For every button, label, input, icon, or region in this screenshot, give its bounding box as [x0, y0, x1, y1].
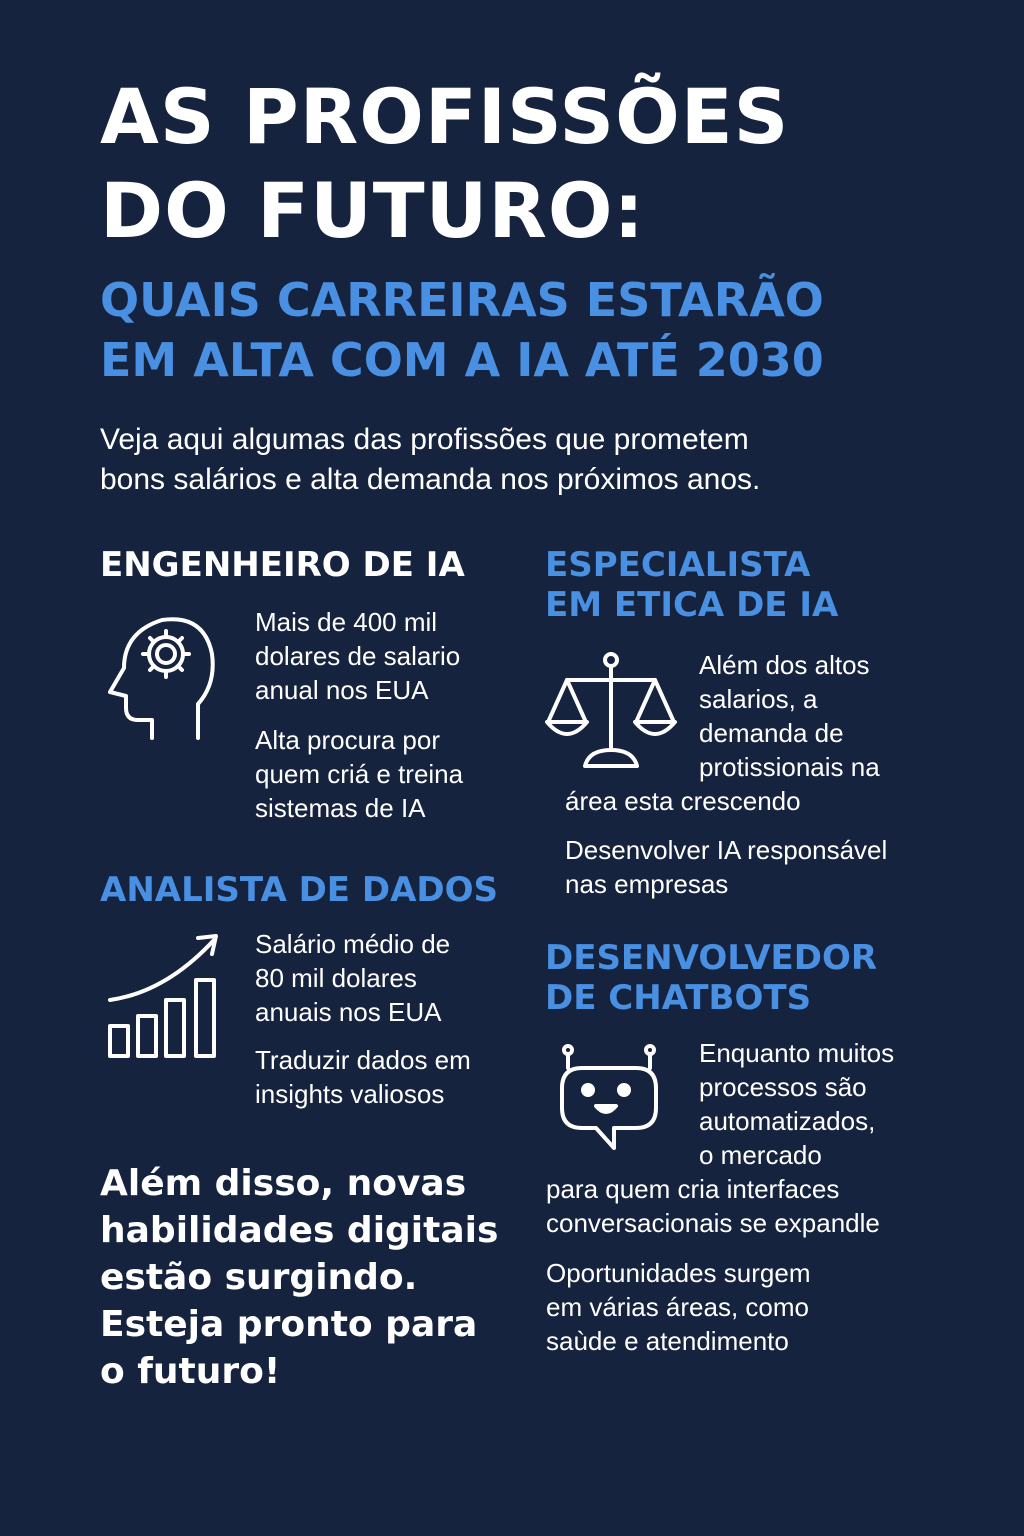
etica-demand [565, 648, 880, 818]
analista-salary-line: anuais nos EUA [255, 997, 442, 1027]
chatbots-opportunities-line: saùde e atendimento [546, 1326, 789, 1356]
chatbots-opportunities-line: em várias áreas, como [546, 1292, 809, 1322]
title-line-2: DO FUTURO: [100, 166, 645, 255]
scales-icon [545, 650, 685, 775]
etica-demand-line: demanda de [699, 718, 844, 748]
etica-role-line: Desenvolver IA responsável [565, 835, 888, 865]
engenheiro-salary-line: Mais de 400 mil [255, 607, 438, 637]
engenheiro-demand [255, 723, 463, 825]
etica-demand-line: área esta crescendo [565, 786, 801, 816]
engenheiro-salary [255, 605, 460, 707]
etica-heading [545, 545, 838, 625]
title-line-1: AS PROFISSÕES [100, 72, 790, 161]
engenheiro-heading-text: ENGENHEIRO DE IA [100, 545, 465, 585]
closing-line: estão surgindo. [100, 1257, 418, 1298]
analista-heading [100, 870, 498, 910]
analista-role-line: insights valiosos [255, 1079, 445, 1109]
page-subtitle [100, 270, 980, 390]
chatbots-heading [545, 938, 877, 1018]
etica-heading-line: ESPECIALISTA [545, 545, 811, 585]
etica-heading-line: EM ETICA DE IA [545, 585, 839, 625]
robot-chat-icon [552, 1044, 672, 1154]
etica-demand-line: Além dos altos [699, 650, 870, 680]
etica-role [565, 833, 887, 901]
chatbots-heading-line: DESENVOLVEDOR [545, 938, 878, 978]
analista-role-line: Traduzir dados em [255, 1045, 471, 1075]
engenheiro-demand-line: sistemas de IA [255, 793, 426, 823]
analista-salary-line: 80 mil dolares [255, 963, 417, 993]
subtitle-line-1: QUAIS CARREIRAS ESTARÃO [100, 273, 824, 327]
chatbots-opportunities-line: Oportunidades surgem [546, 1258, 811, 1288]
etica-role-line: nas empresas [565, 869, 729, 899]
head-gear-icon [100, 608, 220, 748]
chatbots-market-line: para quem cria interfaces [546, 1174, 840, 1204]
chatbots-market-line: conversacionais se expandle [546, 1208, 880, 1238]
engenheiro-demand-line: quem criá e treina [255, 759, 464, 789]
etica-demand-line: protissionais na [699, 752, 880, 782]
engenheiro-salary-line: anual nos EUA [255, 675, 429, 705]
growth-chart-icon [104, 932, 224, 1062]
chatbots-market [546, 1036, 895, 1240]
chatbots-market-line: processos são [699, 1072, 867, 1102]
etica-demand-line: salarios, a [699, 684, 818, 714]
subtitle-line-2: EM ALTA COM A IA ATÉ 2030 [100, 333, 824, 387]
closing-line: o futuro! [100, 1351, 281, 1392]
engenheiro-heading [100, 545, 465, 585]
engenheiro-demand-line: Alta procura por [255, 725, 440, 755]
closing-statement [100, 1160, 520, 1395]
chatbots-heading-line: DE CHATBOTS [545, 978, 812, 1018]
analista-salary-line: Salário médio de [255, 929, 451, 959]
chatbots-market-line: Enquanto muitos [699, 1038, 895, 1068]
closing-line: habilidades digitais [100, 1210, 499, 1251]
chatbots-market-line: o mercado [699, 1140, 822, 1170]
intro-line-2: bons salários e alta demanda nos próximos anos. [100, 463, 761, 496]
engenheiro-salary-line: dolares de salario [255, 641, 461, 671]
analista-role [255, 1043, 471, 1111]
closing-line: Esteja pronto para [100, 1304, 478, 1345]
chatbots-opportunities [546, 1256, 810, 1358]
intro-text [100, 420, 960, 500]
analista-salary [255, 927, 450, 1029]
closing-line: Além disso, novas [100, 1163, 467, 1204]
chatbots-market-line: automatizados, [699, 1106, 876, 1136]
analista-heading-text: ANALISTA DE DADOS [100, 870, 499, 910]
page-title [100, 70, 980, 258]
intro-line-1: Veja aqui algumas das profissões que prometem [100, 423, 749, 456]
